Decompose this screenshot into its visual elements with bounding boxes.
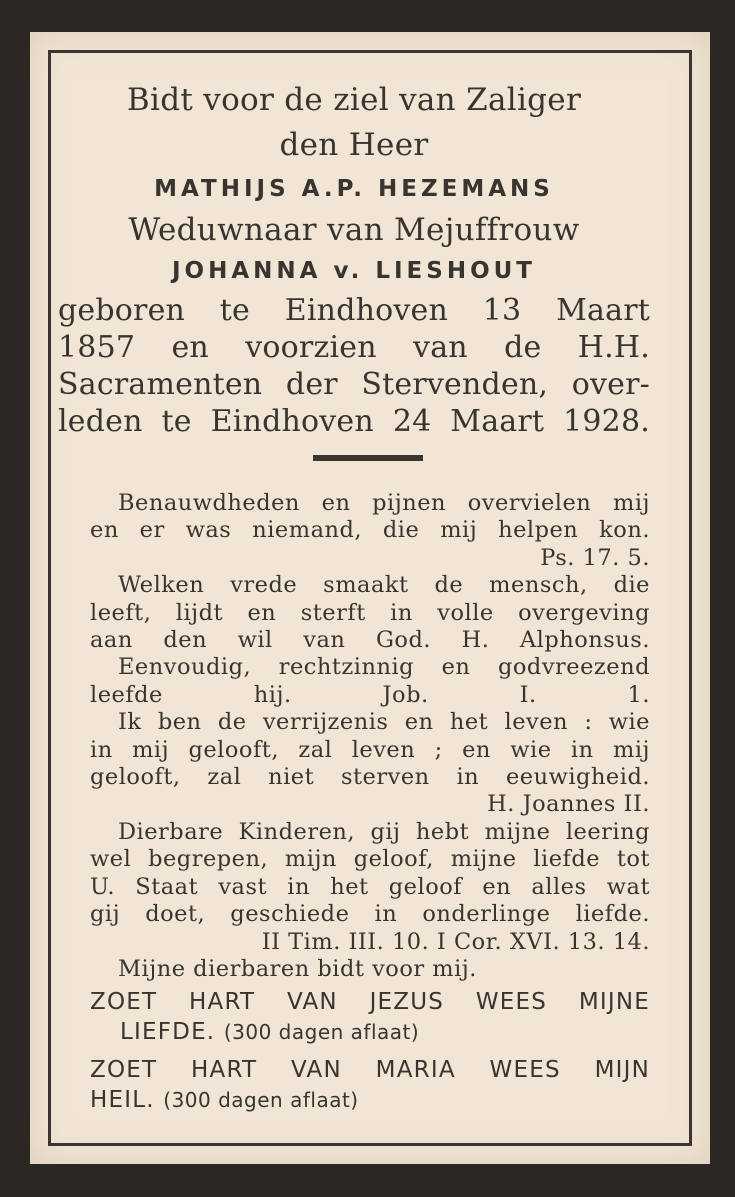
heading-line-title: den Heer [279,127,429,163]
prayer-line: ZOET HART VAN JEZUS WEES MIJNE [90,989,650,1016]
verse-reference: H. Joannes II. [487,791,650,818]
verse-line: wel begrepen, mijn geloof, mijne liefde tot [90,846,650,873]
bio-line-1: geboren te Eindhoven 13 Maart [58,293,650,328]
deceased-name: MATHIJS A.P. HEZEMANS [154,176,554,202]
prayer-line: HEIL. [90,1087,155,1114]
bio-line-3: Sacramenten der Stervenden, over- [58,367,650,402]
bio-line-2: 1857 en voorzien van de H.H. [58,330,650,365]
heading-line-prayer: Bidt voor de ziel van Zaliger [126,82,582,118]
verse-line-with-reference [90,682,650,709]
heading-line-widower: Weduwnaar van Mejuffrouw [128,212,580,248]
card-heading [58,78,650,440]
spouse-name: JOHANNA v. LIESHOUT [172,258,536,284]
closing-line: Mijne dierbaren bidt voor mij. [118,955,477,982]
verse-line: leeft, lijdt en sterft in volle overgeving [90,599,650,626]
verse-line: Benauwdheden en pijnen overvielen mij [118,490,650,516]
prayer-line: ZOET HART VAN MARIA WEES MIJN [90,1057,650,1084]
verse-line: Dierbare Kinderen, gij hebt mijne leering [118,818,650,845]
divider-rule [313,455,423,461]
verse-reference: Ps. 17. 5. [540,544,650,571]
verse-line: gelooft, zal niet sterven in eeuwigheid. [90,764,650,791]
verse-line: leefde hij. [90,681,292,708]
verse-reference: Job. I. 1. [382,681,650,708]
verse-reference: II Tim. III. 10. I Cor. XVI. 13. 14. [261,928,650,955]
bio-line-4: leden te Eindhoven 24 Maart 1928. [58,404,650,439]
verse-reference: H. Alphonsus. [461,627,651,654]
verse-line: U. Staat vast in het geloof en alles wat [90,873,650,900]
indulgence-note: (300 dagen aflaat) [163,1088,359,1113]
verse-line: in mij gelooft, zal leven ; en wie in mij [90,736,650,763]
prayer-line-second [90,1085,650,1115]
verse-line: Eenvoudig, rechtzinnig en godvreezend [118,654,650,681]
prayer-line-second [90,1017,650,1047]
verse-line: Welken vrede smaakt de mensch, die [118,572,650,599]
verses-section [90,490,650,1115]
prayer-line: LIEFDE. [120,1019,216,1046]
prayer-block-maria [90,1055,650,1115]
verse-line: Ik ben de verrijzenis en het leven : wie [118,709,650,736]
verse-line: en er was niemand, die mij helpen kon. [90,517,650,544]
verse-line-with-reference [90,627,650,654]
verse-line: gij doet, geschiede in onderlinge liefde. [90,901,650,928]
verse-line: aan den wil van God. [90,627,432,654]
indulgence-note: (300 dagen aflaat) [223,1020,420,1045]
prayer-block-jezus [90,987,650,1047]
